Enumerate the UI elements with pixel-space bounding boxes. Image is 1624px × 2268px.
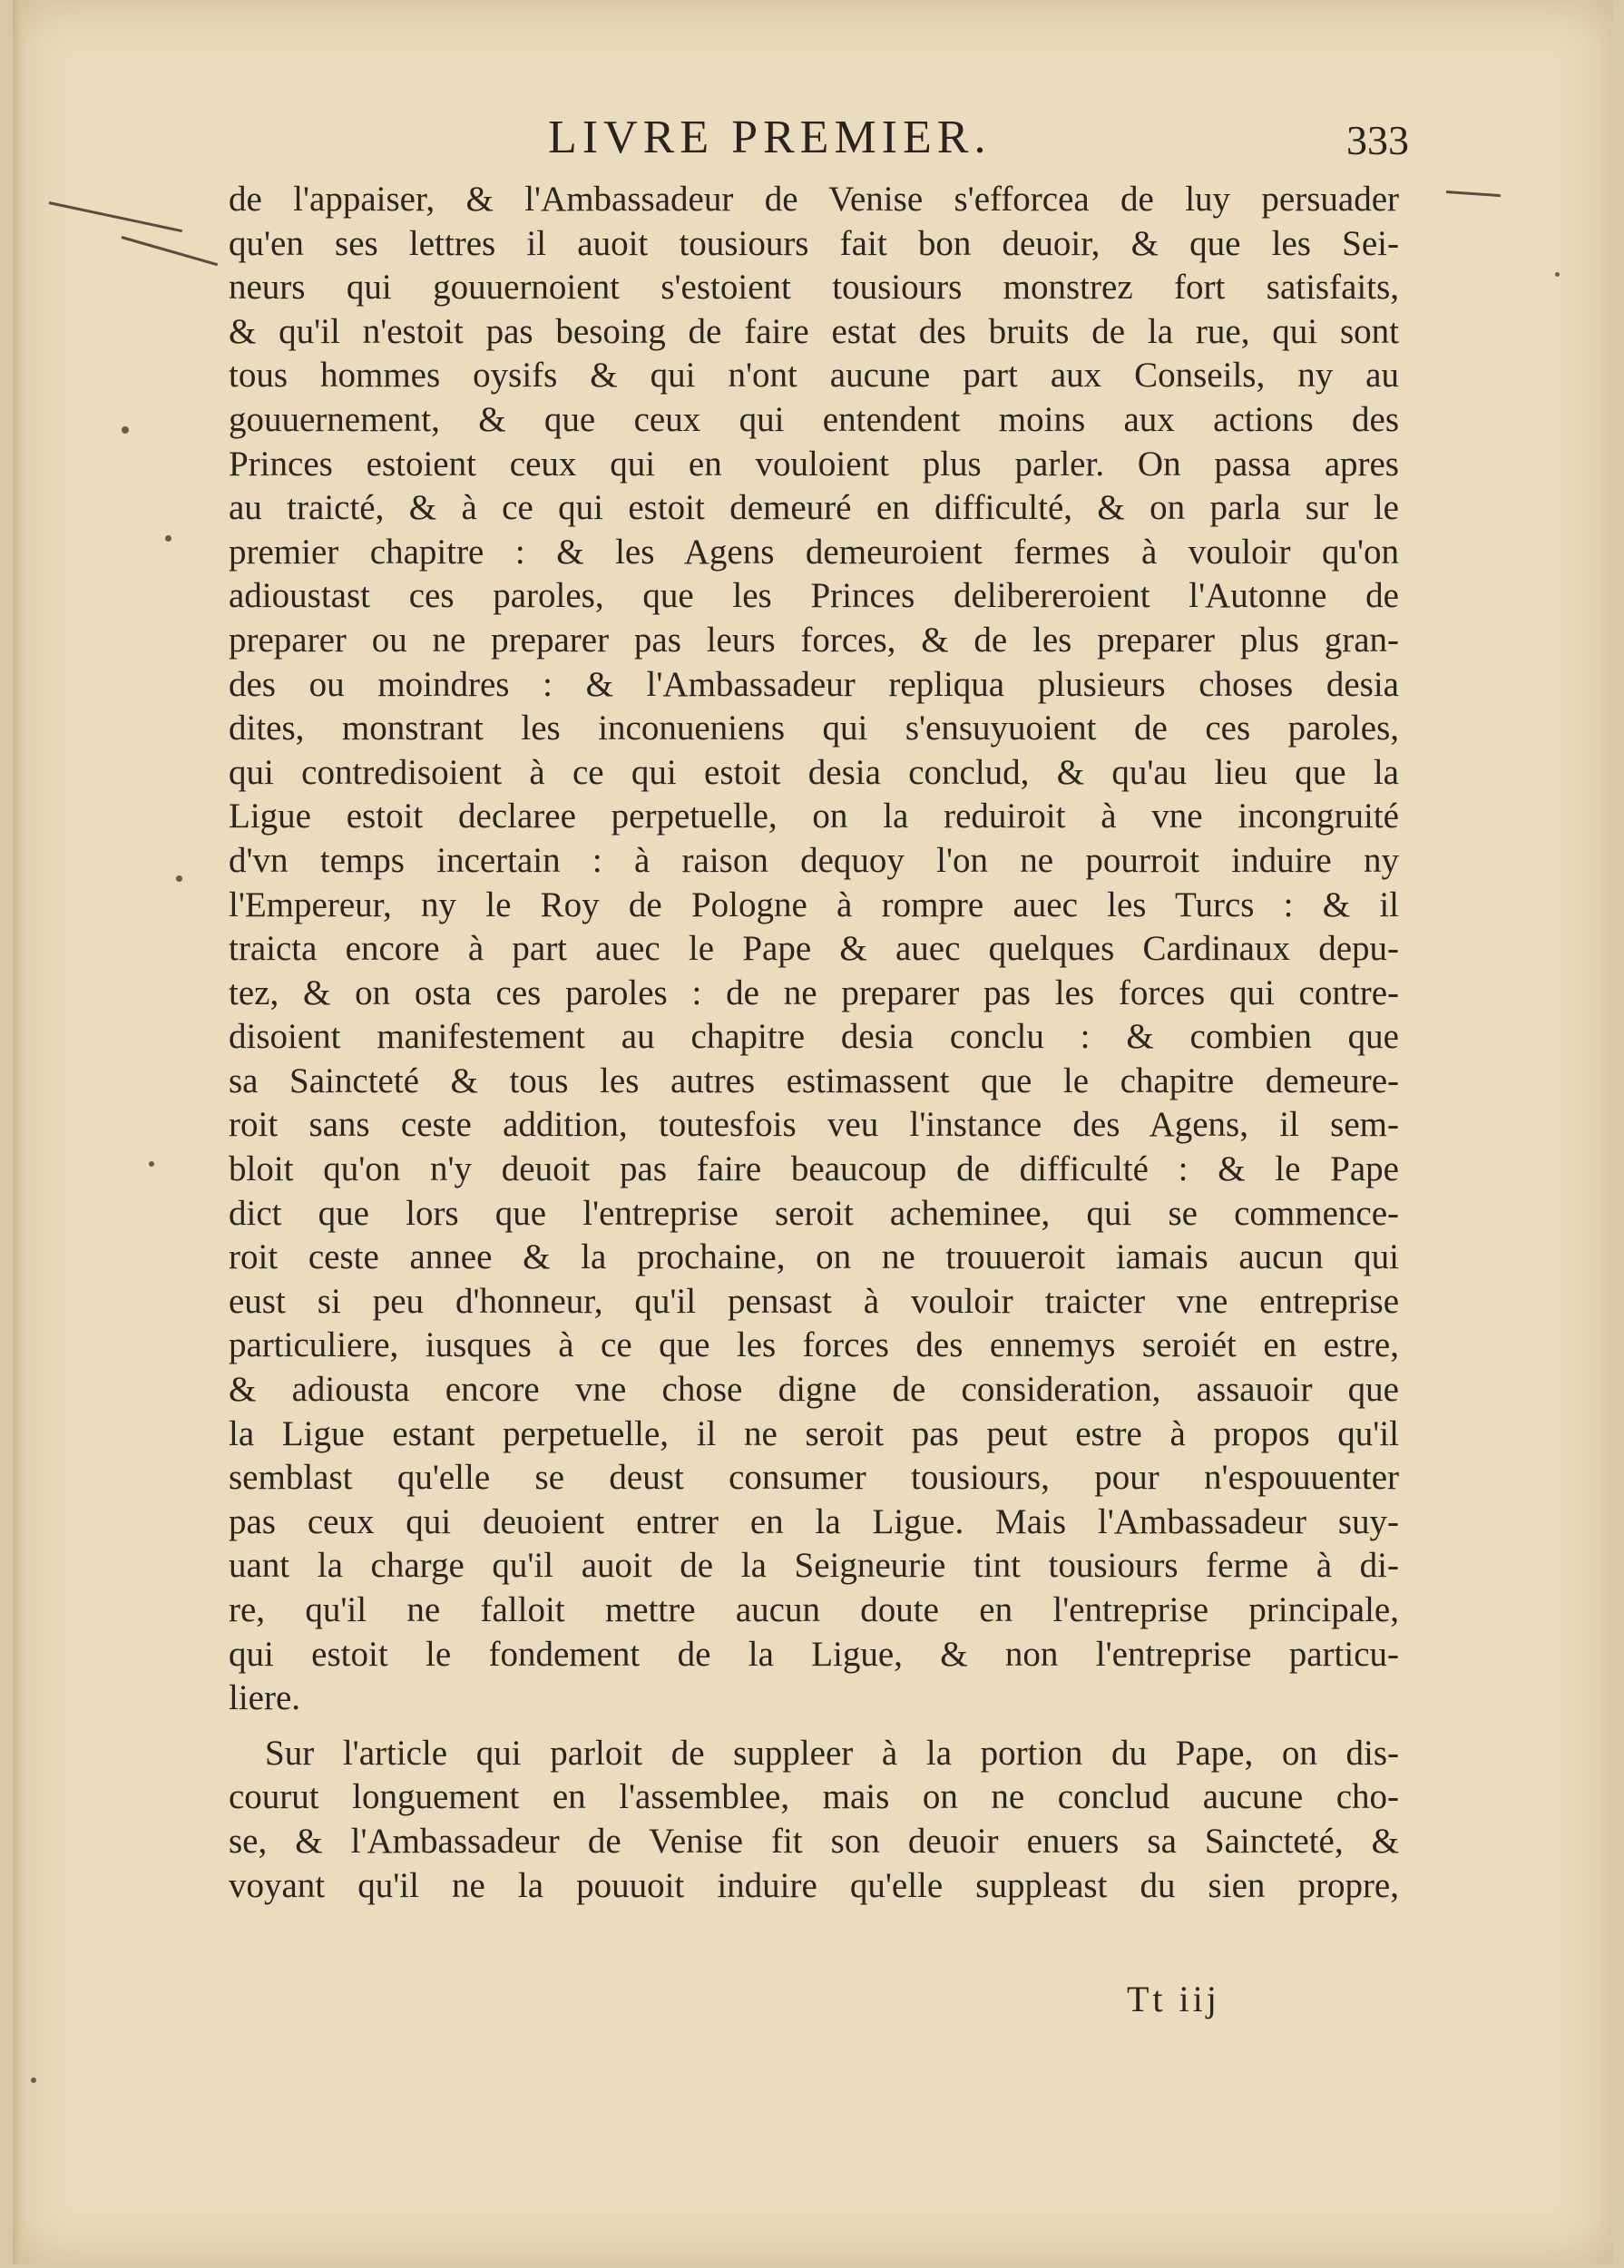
body-text xyxy=(229,178,1399,1908)
text-line: particuliere, iusques à ce que les forces des ennemys seroiét en estre, xyxy=(229,1325,1399,1365)
text-line: des ou moindres : & l'Ambassadeur repliqua plusieurs choses desia xyxy=(229,664,1399,704)
text-line: Ligue estoit declaree perpetuelle, on la reduiroit à vne incongruité xyxy=(229,797,1399,836)
text-line: de l'appaiser, & l'Ambassadeur de Venise s'efforcea de luy persuader xyxy=(229,180,1399,219)
text-line: pas ceux qui deuoient entrer en la Ligue. Mais l'Ambassadeur suy- xyxy=(229,1501,1399,1541)
text-line: semblast qu'elle se deust consumer tousiours, pour n'espouuenter xyxy=(229,1458,1399,1498)
text-line: adioustast ces paroles, que les Princes delibereroient l'Autonne de xyxy=(229,576,1399,616)
text-line: tez, & on osta ces paroles : de ne preparer pas les forces qui contre- xyxy=(229,973,1399,1012)
signature-catchword: Tt iij xyxy=(1127,1979,1220,2019)
ink-stroke xyxy=(49,201,182,232)
text-line: disoient manifestement au chapitre desia conclu : & combien que xyxy=(229,1017,1399,1057)
text-line: sa Saincteté & tous les autres estimassent que le chapitre demeure- xyxy=(229,1061,1399,1100)
text-line: neurs qui gouuernoient s'estoient tousiours monstrez fort satisfaits, xyxy=(229,268,1399,308)
text-line: & adiousta encore vne chose digne de consideration, assauoir que xyxy=(229,1370,1399,1410)
running-head xyxy=(13,111,1613,165)
text-line: dites, monstrant les inconueniens qui s'ensuyuoient de ces paroles, xyxy=(229,709,1399,748)
page-number: 333 xyxy=(1346,117,1409,163)
text-line: d'vn temps incertain : à raison dequoy l'on ne pourroit induire ny xyxy=(229,840,1399,880)
text-line: roit sans ceste addition, toutesfois veu l'instance des Agens, il sem- xyxy=(229,1105,1399,1145)
text-line: roit ceste annee & la prochaine, on ne trouueroit iamais aucun qui xyxy=(229,1237,1399,1277)
book-page xyxy=(13,0,1613,2264)
text-line: dict que lors que l'entreprise seroit acheminee, qui se commence- xyxy=(229,1193,1399,1233)
ink-stroke xyxy=(122,236,219,266)
text-line: qui estoit le fondement de la Ligue, & non l'entreprise particu- xyxy=(229,1634,1399,1674)
text-line: qui contredisoient à ce qui estoit desia conclud, & qu'au lieu que la xyxy=(229,752,1399,792)
ink-speck xyxy=(122,426,129,434)
text-line: qu'en ses lettres il auoit tousiours fait bon deuoir, & que les Sei- xyxy=(229,223,1399,263)
text-line: traicta encore à part auec le Pape & auec quelques Cardinaux depu- xyxy=(229,929,1399,969)
text-line: re, qu'il ne falloit mettre aucun doute en l'entreprise principale, xyxy=(229,1590,1399,1629)
text-line: courut longuement en l'assemblee, mais on ne conclud aucune cho- xyxy=(229,1777,1399,1817)
text-line: bloit qu'on n'y deuoit pas faire beaucoup de difficulté : & le Pape xyxy=(229,1149,1399,1189)
text-line: gouuernement, & que ceux qui entendent moins aux actions des xyxy=(229,399,1399,439)
text-line: voyant qu'il ne la pouuoit induire qu'elle suppleast du sien propre, xyxy=(229,1865,1399,1905)
ink-speck xyxy=(31,2077,36,2083)
text-line: premier chapitre : & les Agens demeuroient fermes à vouloir qu'on xyxy=(229,532,1399,572)
text-line: uant la charge qu'il auoit de la Seigneurie tint tousiours ferme à di- xyxy=(229,1546,1399,1586)
ink-speck xyxy=(165,535,171,542)
text-line: se, & l'Ambassadeur de Venise fit son deuoir enuers sa Saincteté, & xyxy=(229,1821,1399,1861)
running-title: LIVRE PREMIER. xyxy=(548,112,992,163)
text-line: Princes estoient ceux qui en vouloient plus parler. On passa apres xyxy=(229,444,1399,484)
ink-speck xyxy=(176,875,182,882)
text-line: preparer ou ne preparer pas leurs forces, & de les preparer plus gran- xyxy=(229,620,1399,660)
ink-speck xyxy=(1555,272,1560,277)
text-line: eust si peu d'honneur, qu'il pensast à vouloir traicter vne entreprise xyxy=(229,1281,1399,1321)
ink-speck xyxy=(149,1161,154,1167)
text-line: tous hommes oysifs & qui n'ont aucune part aux Conseils, ny au xyxy=(229,356,1399,396)
ink-stroke xyxy=(1446,191,1501,197)
text-line: la Ligue estant perpetuelle, il ne seroit pas peut estre à propos qu'il xyxy=(229,1413,1399,1453)
text-line: l'Empereur, ny le Roy de Pologne à rompre auec les Turcs : & il xyxy=(229,885,1399,924)
text-line: & qu'il n'estoit pas besoing de faire estat des bruits de la rue, qui sont xyxy=(229,311,1399,351)
text-line: Sur l'article qui parloit de suppleer à la portion du Pape, on dis- xyxy=(265,1733,1399,1773)
text-line: liere. xyxy=(229,1678,301,1718)
text-line: au traicté, & à ce qui estoit demeuré en difficulté, & on parla sur le xyxy=(229,488,1399,528)
